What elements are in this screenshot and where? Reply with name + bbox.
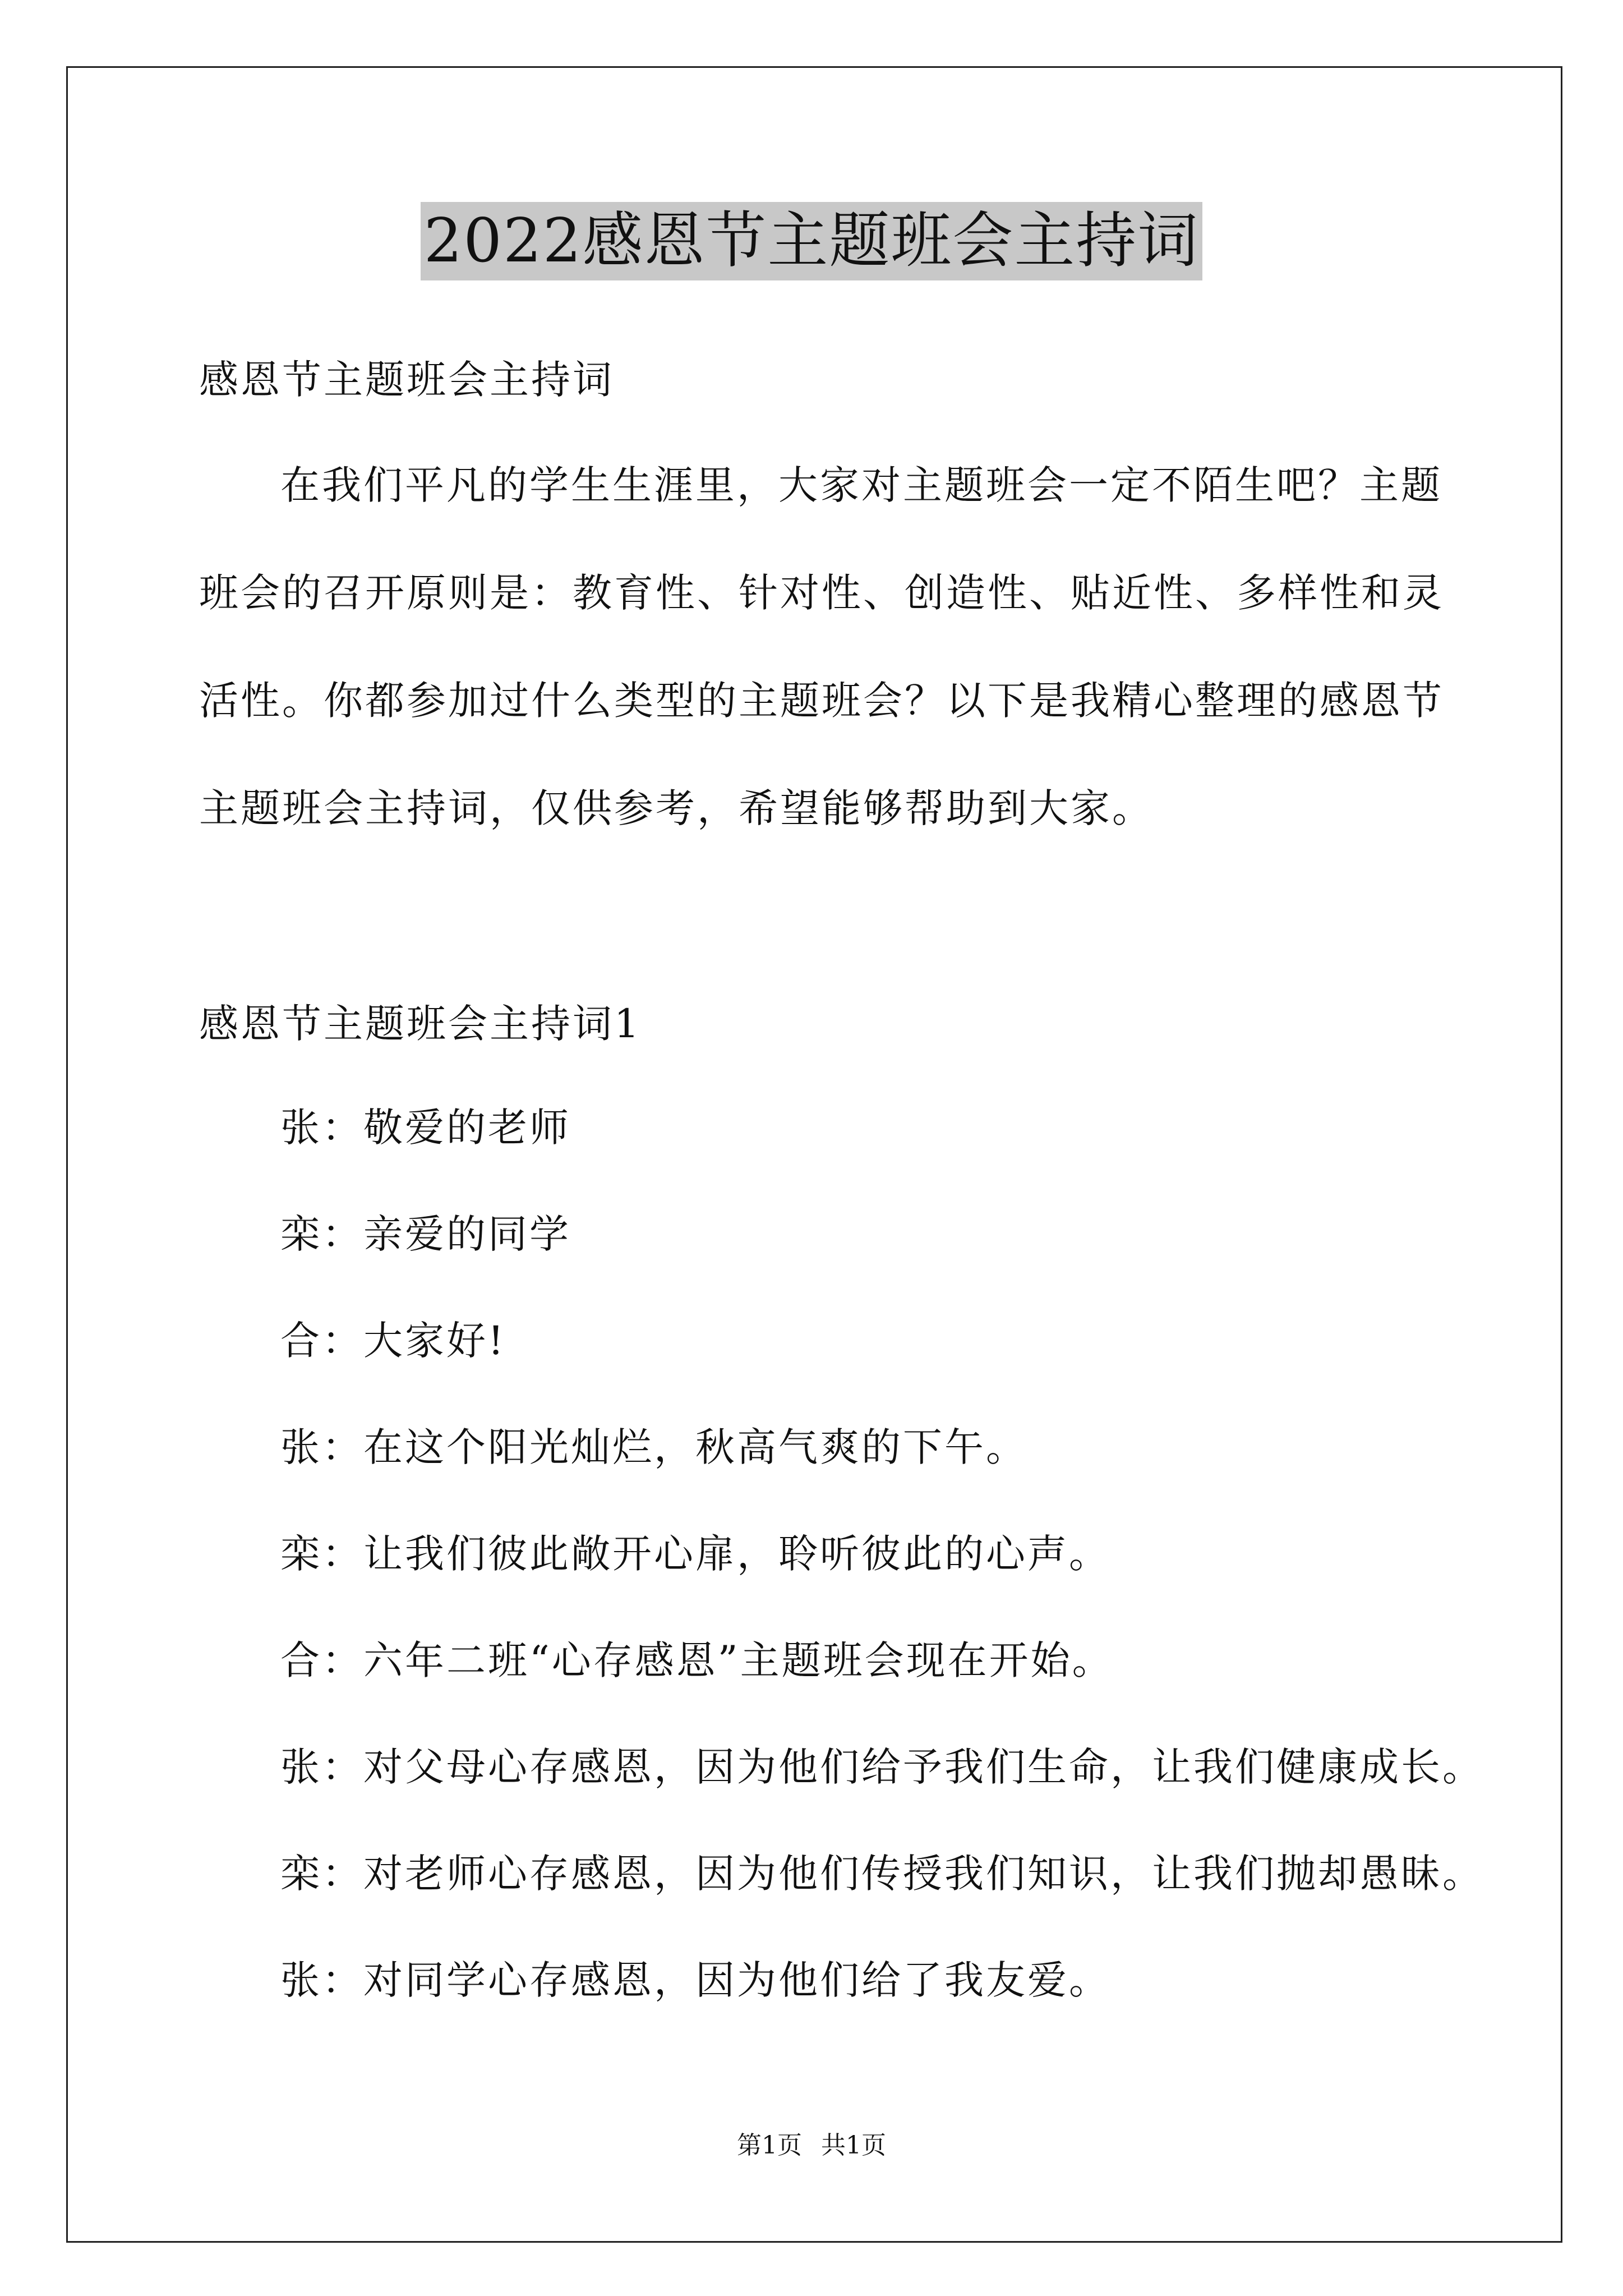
dialogue-line: 张：对同学心存感恩，因为他们给了我友爱。 bbox=[280, 1957, 1110, 2003]
dialogue-line: 合：大家好! bbox=[280, 1318, 506, 1364]
dialogue-line: 合：六年二班“心存感恩”主题班会现在开始。 bbox=[280, 1637, 1114, 1683]
title-container bbox=[0, 202, 1623, 280]
page-total: 共1页 bbox=[821, 2131, 886, 2160]
page-footer bbox=[0, 2129, 1623, 2162]
intro-line-1: 在我们平凡的学生生涯里，大家对主题班会一定不陌生吧？主题 bbox=[280, 462, 1442, 508]
dialogue-line: 栾：让我们彼此敞开心扉，聆听彼此的心声。 bbox=[280, 1531, 1110, 1577]
subtitle: 感恩节主题班会主持词 bbox=[199, 357, 614, 403]
document-title: 2022感恩节主题班会主持词 bbox=[421, 202, 1203, 280]
dialogue-line: 张：在这个阳光灿烂，秋高气爽的下午。 bbox=[280, 1424, 1027, 1470]
section-heading: 感恩节主题班会主持词1 bbox=[199, 1001, 642, 1047]
page-number: 第1页 bbox=[737, 2131, 802, 2160]
intro-line-3: 活性。你都参加过什么类型的主题班会？以下是我精心整理的感恩节 bbox=[199, 678, 1444, 724]
intro-line-4: 主题班会主持词，仅供参考，希望能够帮助到大家。 bbox=[199, 785, 1154, 831]
dialogue-line: 张：敬爱的老师 bbox=[280, 1105, 571, 1151]
dialogue-line: 栾：对老师心存感恩，因为他们传授我们知识，让我们抛却愚昧。 bbox=[280, 1851, 1484, 1897]
intro-line-2: 班会的召开原则是：教育性、针对性、创造性、贴近性、多样性和灵 bbox=[199, 570, 1444, 616]
dialogue-line: 张：对父母心存感恩，因为他们给予我们生命，让我们健康成长。 bbox=[280, 1744, 1484, 1790]
dialogue-line: 栾：亲爱的同学 bbox=[280, 1211, 571, 1257]
